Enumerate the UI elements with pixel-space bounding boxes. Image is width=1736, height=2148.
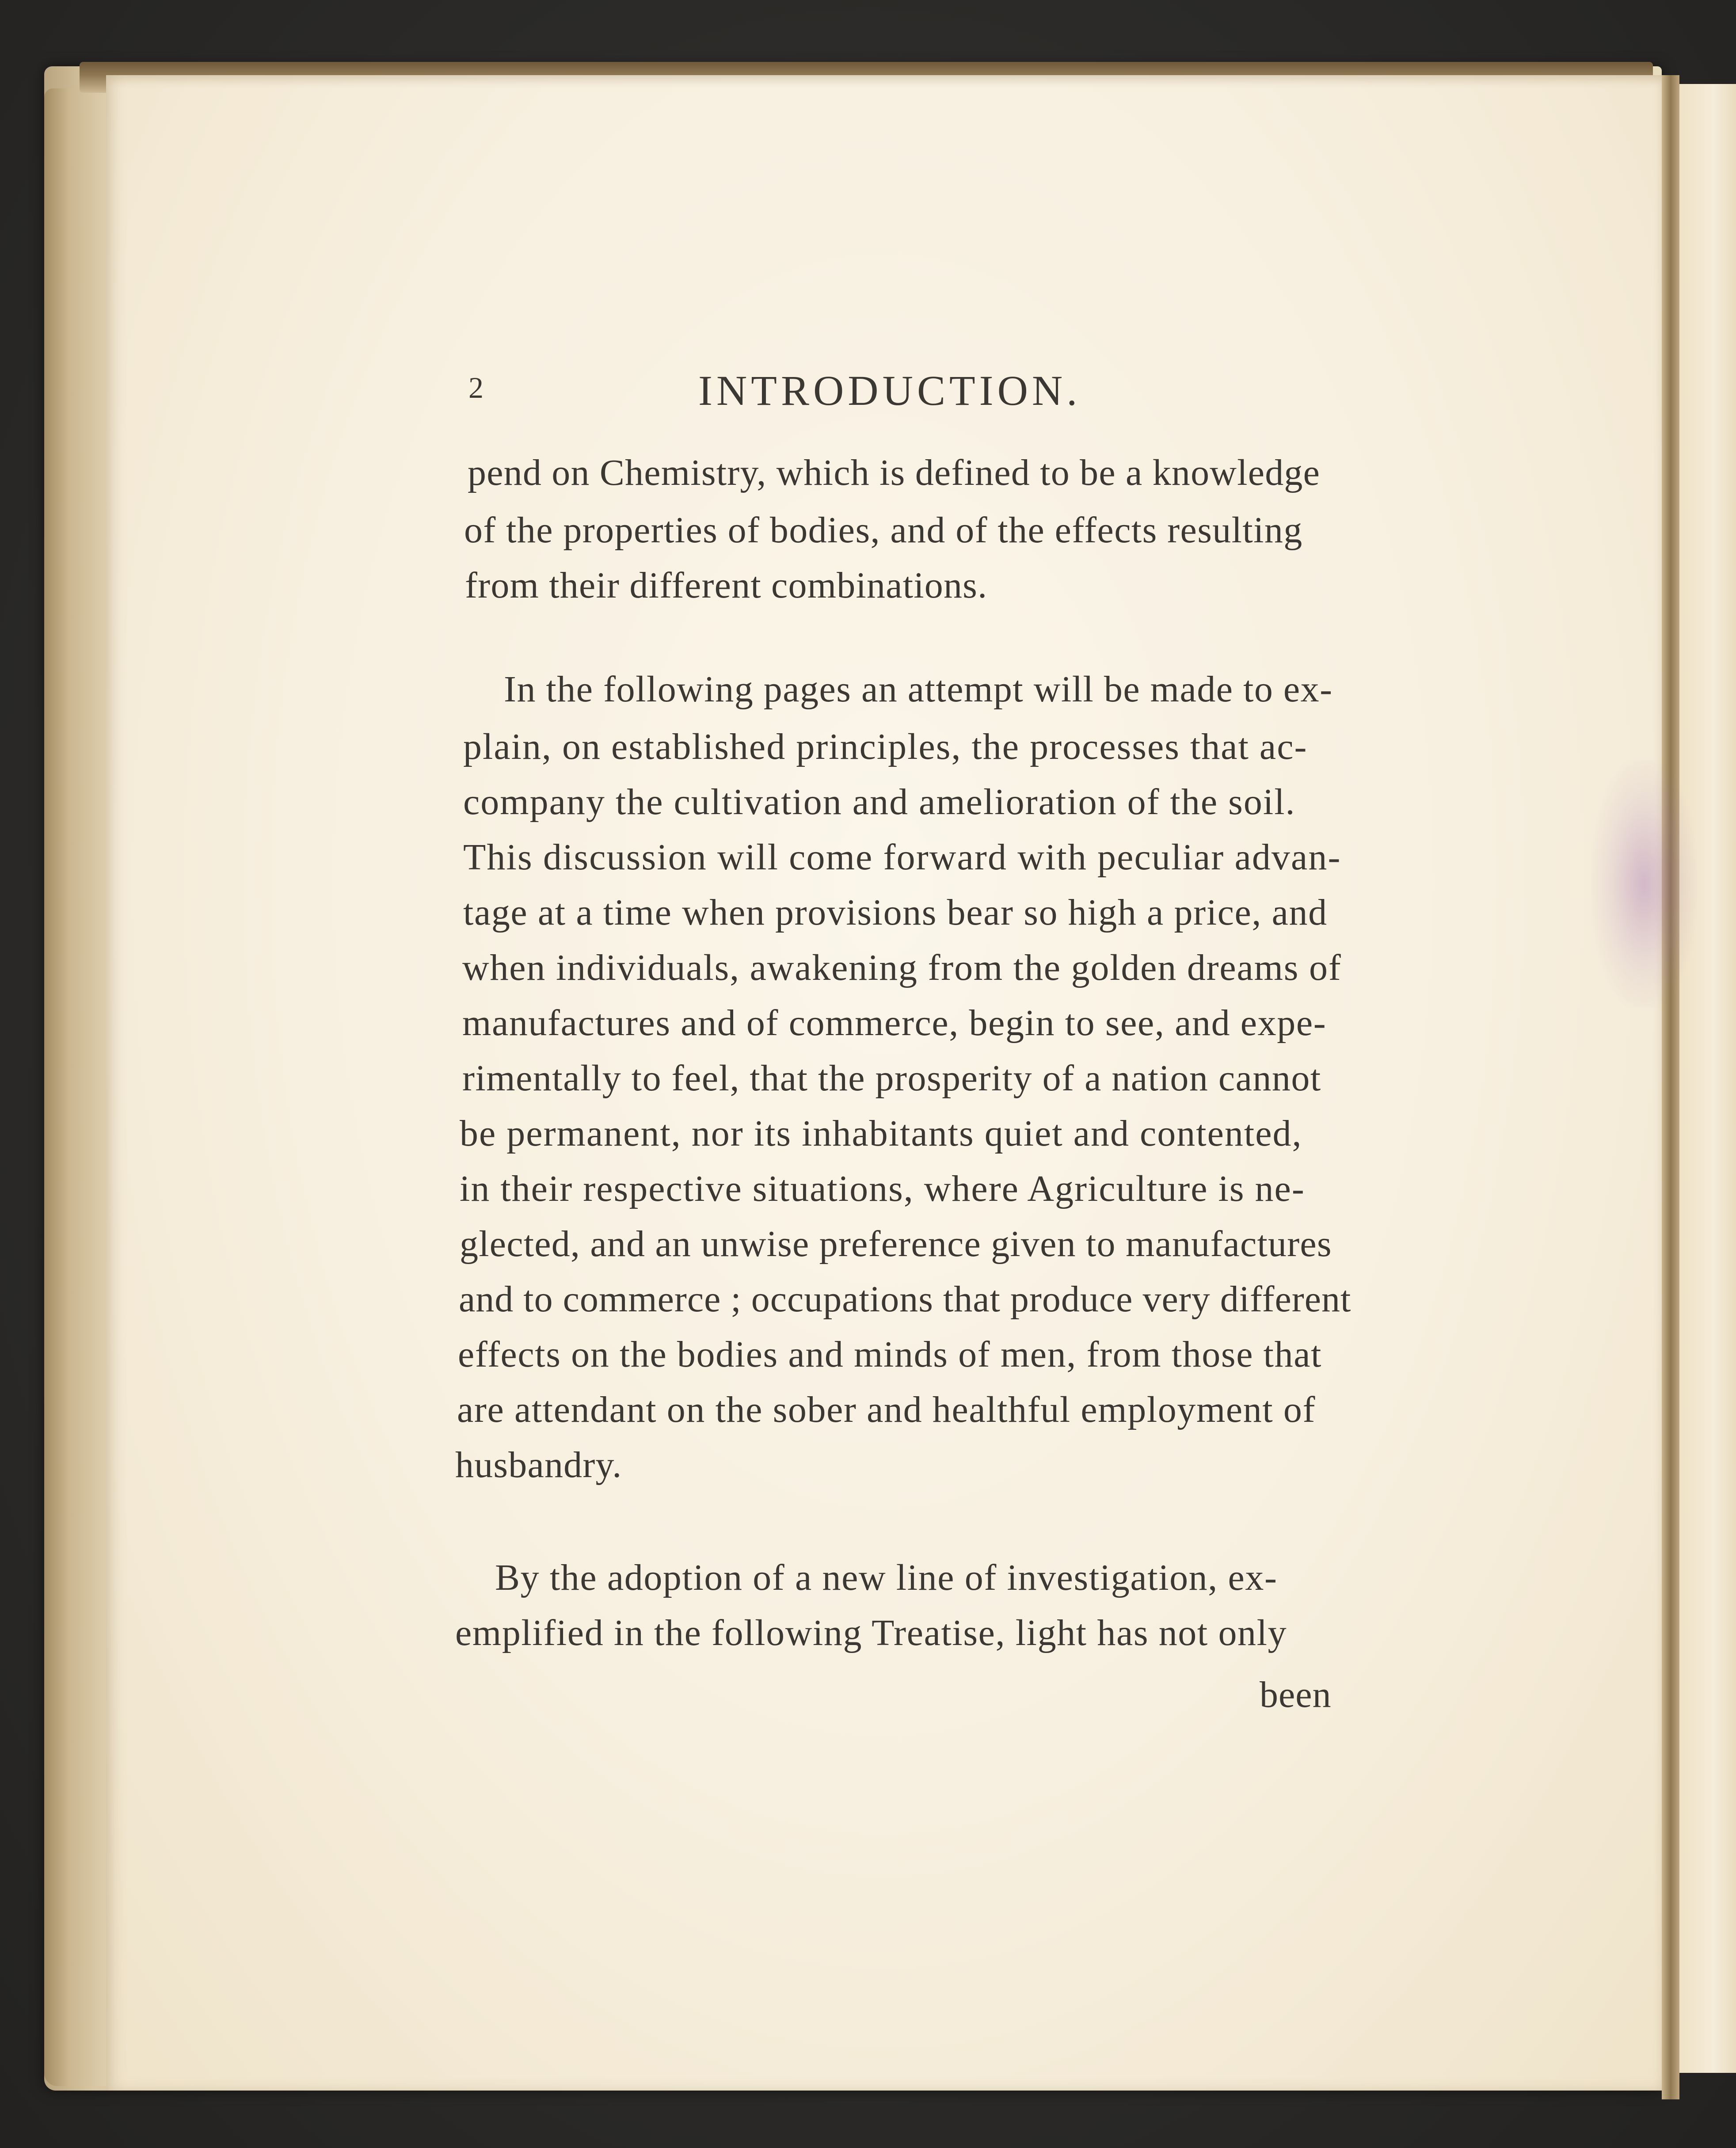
paragraph-2-line-15: husbandry. xyxy=(455,1444,622,1485)
paragraph-2-line-5: tage at a time when provisions bear so high a price, and xyxy=(463,892,1328,933)
paragraph-1-line-2: of the properties of bodies, and of the effects resulting xyxy=(464,510,1303,551)
paragraph-2-line-9: be permanent, nor its inhabitants quiet and contented, xyxy=(460,1113,1302,1154)
paragraph-3-line-2: emplified in the following Treatise, light has not only xyxy=(455,1612,1287,1653)
paragraph-2-line-14: are attendant on the sober and healthful employment of xyxy=(457,1389,1316,1430)
paragraph-2-line-4: This discussion will come forward with peculiar advan- xyxy=(463,837,1341,878)
ink-stamp-bleed xyxy=(1591,760,1697,1008)
paragraph-2-line-11: glected, and an unwise preference given to manufactures xyxy=(460,1223,1332,1264)
paragraph-2-line-10: in their respective situations, where Agriculture is ne- xyxy=(460,1168,1305,1209)
catchword: been xyxy=(1260,1674,1332,1715)
book-gutter xyxy=(1662,75,1679,2099)
paragraph-2-line-2: plain, on established principles, the processes that ac- xyxy=(463,726,1308,767)
paragraph-2-line-13: effects on the bodies and minds of men, from those that xyxy=(458,1334,1322,1375)
page-edges-left xyxy=(44,88,115,2086)
page-number: 2 xyxy=(468,371,483,404)
paragraph-2-line-1: In the following pages an attempt will be made to ex- xyxy=(504,669,1333,710)
paragraph-1-line-3: from their different combinations. xyxy=(465,565,988,606)
paragraph-2-line-3: company the cultivation and amelioration of the soil. xyxy=(463,781,1296,823)
paragraph-2-line-8: rimentally to feel, that the prosperity of a nation cannot xyxy=(462,1058,1321,1099)
paragraph-3-line-1: By the adoption of a new line of investigation, ex- xyxy=(495,1557,1278,1598)
paragraph-2-line-12: and to commerce ; occupations that produce very different xyxy=(459,1279,1351,1320)
paragraph-1-line-1: pend on Chemistry, which is defined to be a knowledge xyxy=(468,452,1321,493)
paragraph-2-line-6: when individuals, awakening from the golden dreams of xyxy=(462,947,1342,988)
paragraph-2-line-7: manufactures and of commerce, begin to see, and expe- xyxy=(462,1002,1327,1044)
facing-page xyxy=(1679,84,1736,2073)
running-head: INTRODUCTION. xyxy=(698,367,1081,414)
